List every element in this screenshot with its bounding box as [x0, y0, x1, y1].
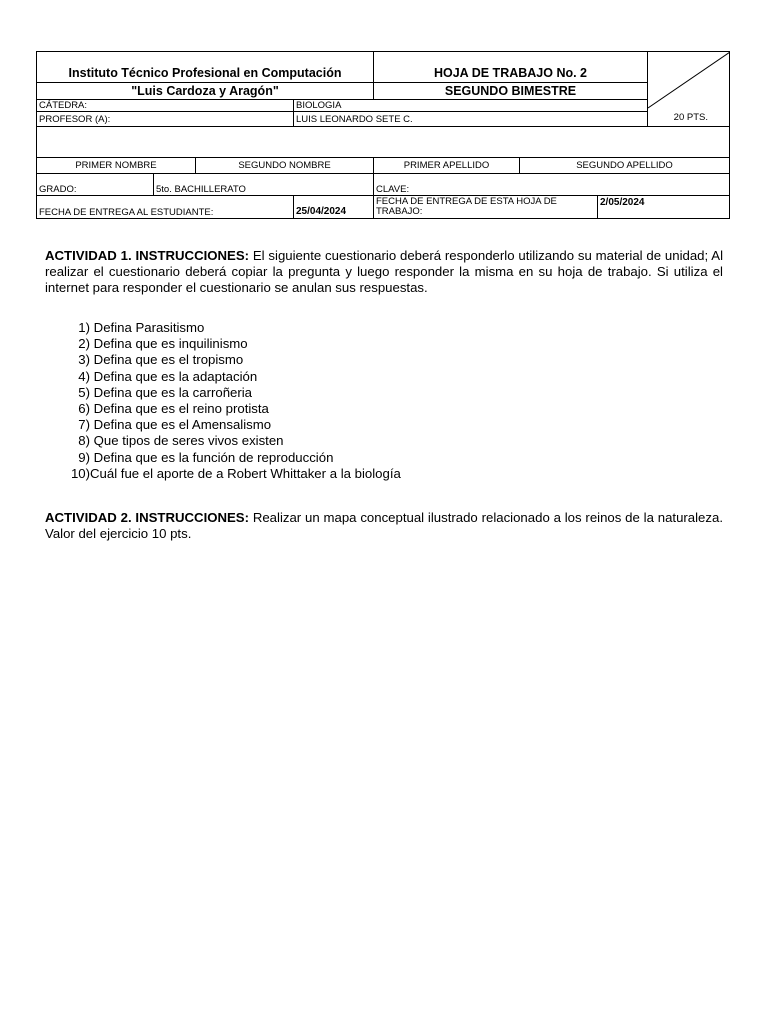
sheet-title: HOJA DE TRABAJO No. 2: [433, 66, 588, 80]
grado-value: 5to. BACHILLERATO: [156, 184, 246, 195]
activity2-instructions: [45, 510, 723, 542]
student-name-blank[interactable]: [37, 127, 729, 158]
list-item: 7) Defina que es el Amensalismo: [78, 417, 272, 433]
entrega-estudiante-label-cell: [37, 196, 294, 219]
profesor-label: PROFESOR (A):: [39, 114, 111, 125]
catedra-label: CÁTEDRA:: [39, 100, 88, 111]
clave-label: CLAVE:: [376, 184, 410, 195]
entrega-hoja-label-cell: [374, 196, 598, 219]
catedra-value-cell: [294, 100, 648, 112]
entrega-hoja-value: 2/05/2024: [600, 197, 645, 208]
grado-label: GRADO:: [39, 184, 77, 195]
list-item: 10)Cuál fue el aporte de a Robert Whittaker a la biología: [70, 465, 401, 481]
clave-cell[interactable]: [374, 174, 729, 196]
catedra-value: BIOLOGIA: [296, 100, 342, 111]
entrega-hoja-label: FECHA DE ENTREGA DE ESTA HOJA DE TRABAJO:: [376, 196, 557, 217]
segundo-nombre-label: SEGUNDO NOMBRE: [238, 160, 331, 171]
profesor-label-cell: [37, 112, 294, 127]
school-name-cell: [37, 83, 374, 100]
primer-nombre-label: PRIMER NOMBRE: [75, 160, 157, 171]
list-item: 3) Defina que es el tropismo: [78, 352, 244, 368]
profesor-value-cell: [294, 112, 648, 127]
institution-cell: [37, 52, 374, 83]
points-value: 20 PTS.: [673, 112, 708, 123]
sheet-title-cell: [374, 52, 648, 83]
activity1-text: El siguiente cuestionario deberá responderlo utilizando su material de unidad; Al realizar el cuestionario deberá copiar la pregunta y luego responder la misma en su hoja de trabajo. Si utiliza el internet para responder el cuestionario se anulan sus respuestas.: [45, 248, 724, 295]
list-item: 9) Defina que es la función de reproducción: [78, 449, 334, 465]
activity1-instructions: [45, 248, 723, 296]
profesor-value: LUIS LEONARDO SETE C.: [296, 114, 413, 125]
grado-value-cell: [154, 174, 374, 196]
activity2-text: Realizar un mapa conceptual ilustrado relacionado a los reinos de la naturaleza. Valor del ejercicio 10 pts.: [45, 510, 723, 541]
primer-apellido-label: PRIMER APELLIDO: [403, 160, 490, 171]
question-list: [45, 320, 725, 482]
catedra-label-cell: [37, 100, 294, 112]
period-cell: [374, 83, 648, 100]
points-box: [648, 52, 730, 127]
list-item: 5) Defina que es la carroñeria: [78, 384, 253, 400]
activity2-heading: ACTIVIDAD 2. INSTRUCCIONES:: [45, 510, 249, 525]
name-field-4: [520, 158, 729, 174]
activity1-heading: ACTIVIDAD 1. INSTRUCCIONES:: [45, 248, 250, 263]
segundo-apellido-label: SEGUNDO APELLIDO: [576, 160, 673, 171]
entrega-estudiante-value: 25/04/2024: [296, 206, 347, 217]
institution-name: Instituto Técnico Profesional en Computación: [68, 66, 342, 80]
list-item: 2) Defina que es inquilinismo: [78, 336, 248, 352]
grado-label-cell: [37, 174, 154, 196]
name-field-2: [196, 158, 374, 174]
entrega-estudiante-label: FECHA DE ENTREGA AL ESTUDIANTE:: [39, 207, 214, 218]
header-form: [36, 51, 730, 219]
entrega-hoja-value-cell: [598, 196, 729, 219]
list-item: 1) Defina Parasitismo: [78, 320, 205, 335]
period-label: SEGUNDO BIMESTRE: [444, 84, 577, 98]
name-field-3: [374, 158, 520, 174]
school-name: "Luis Cardoza y Aragón": [131, 84, 279, 98]
name-field-1: [37, 158, 196, 174]
list-item: 4) Defina que es la adaptación: [78, 368, 258, 384]
list-item: 6) Defina que es el reino protista: [78, 401, 269, 417]
list-item: 8) Que tipos de seres vivos existen: [78, 433, 284, 449]
entrega-estudiante-value-cell: [294, 196, 374, 219]
